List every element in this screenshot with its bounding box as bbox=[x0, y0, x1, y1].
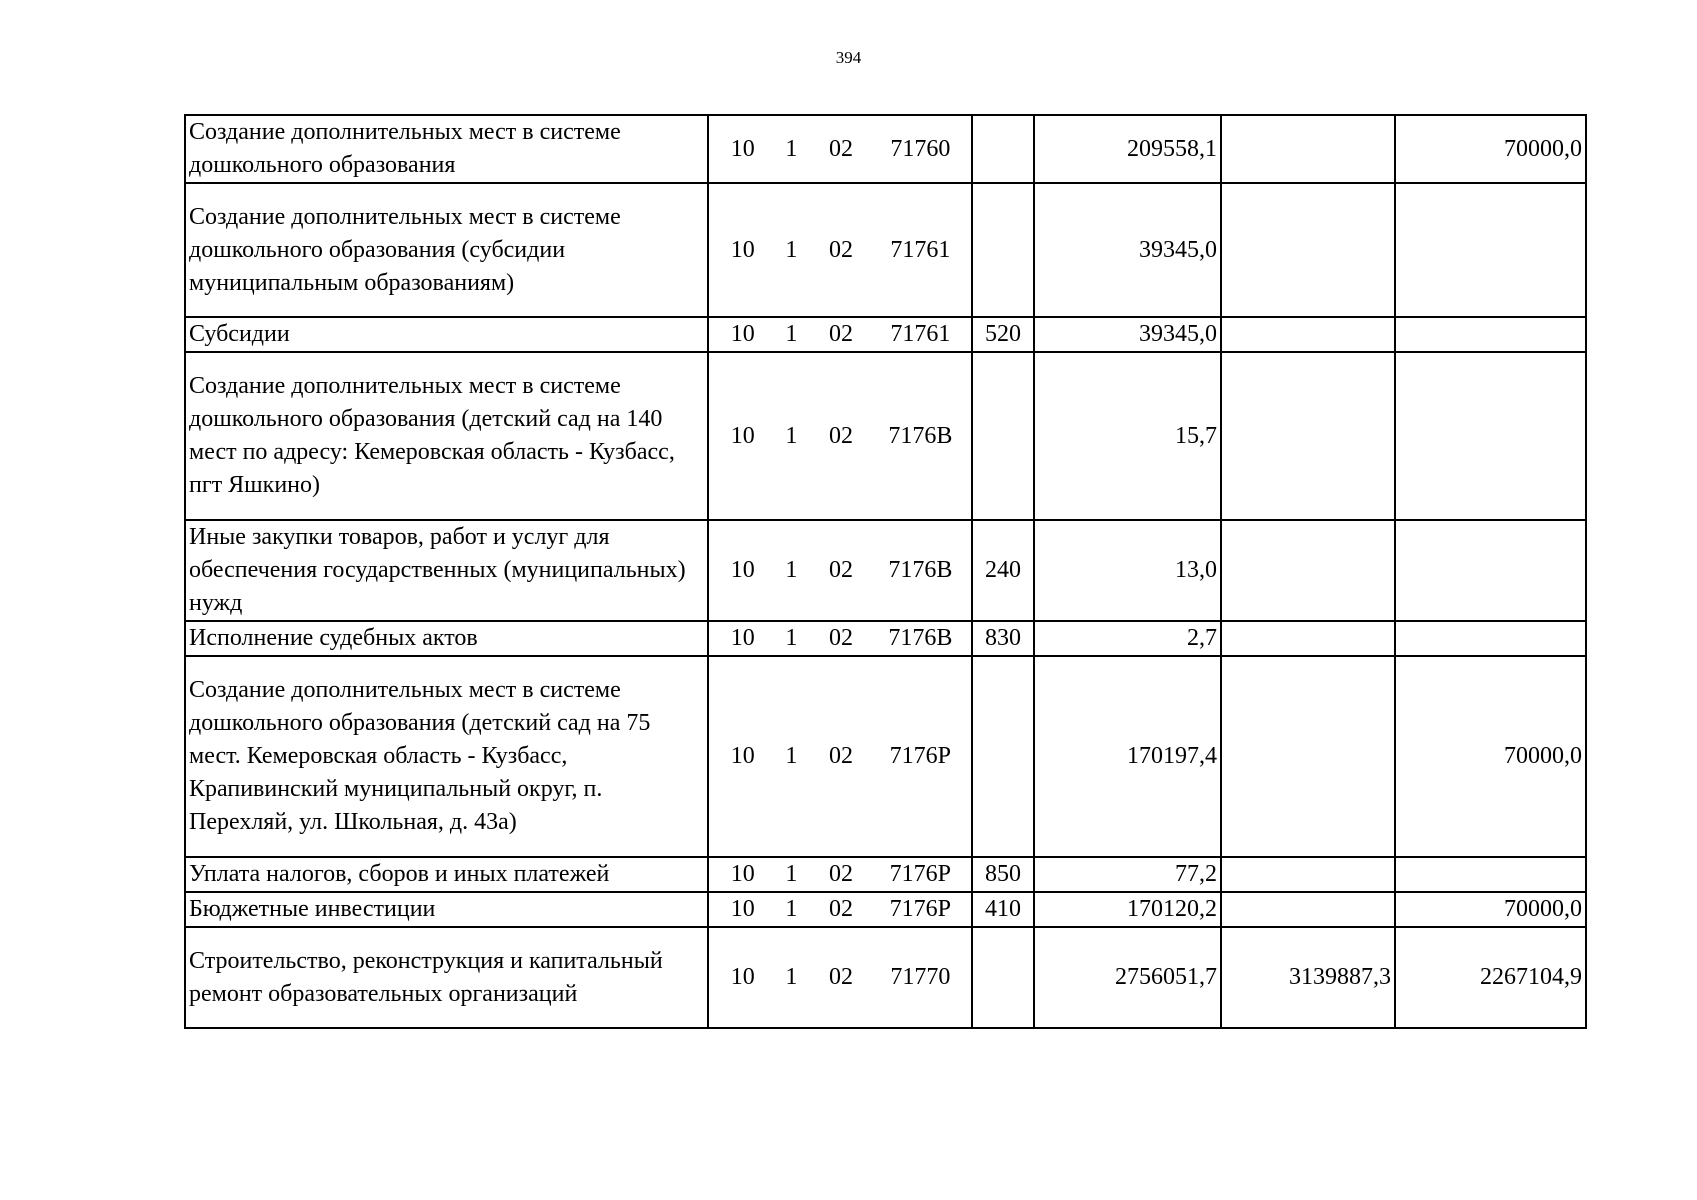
code-program: 1 bbox=[785, 896, 798, 922]
table-row bbox=[185, 520, 1586, 621]
code-direction: 7176Р bbox=[889, 861, 952, 887]
row-value-1: 2,7 bbox=[1034, 621, 1221, 656]
code-section: 10 bbox=[730, 625, 755, 651]
row-expense-type: 830 bbox=[972, 621, 1034, 656]
table-row bbox=[185, 892, 1586, 927]
row-value-2 bbox=[1221, 352, 1395, 520]
code-direction: 7176Р bbox=[889, 896, 952, 922]
code-direction: 71760 bbox=[890, 135, 951, 162]
code-subprogram: 02 bbox=[828, 321, 853, 347]
row-value-1: 39345,0 bbox=[1034, 183, 1221, 317]
table-row bbox=[185, 656, 1586, 857]
code-program: 1 bbox=[785, 557, 798, 583]
code-direction: 71770 bbox=[890, 964, 951, 990]
row-value-2 bbox=[1221, 892, 1395, 927]
code-section: 10 bbox=[730, 236, 755, 263]
row-name: Исполнение судебных актов bbox=[185, 621, 708, 656]
row-codes bbox=[708, 927, 972, 1028]
code-section: 10 bbox=[730, 422, 755, 449]
table-row bbox=[185, 115, 1586, 183]
row-value-2 bbox=[1221, 621, 1395, 656]
row-value-1: 2756051,7 bbox=[1034, 927, 1221, 1028]
code-section: 10 bbox=[730, 321, 755, 347]
code-section: 10 bbox=[730, 896, 755, 922]
row-value-1: 209558,1 bbox=[1034, 115, 1221, 183]
code-program: 1 bbox=[785, 964, 798, 990]
code-direction: 7176Р bbox=[889, 743, 952, 769]
table-row bbox=[185, 857, 1586, 892]
code-subprogram: 02 bbox=[828, 135, 853, 162]
row-codes bbox=[708, 656, 972, 857]
row-name: Создание дополнительных мест в системе дошкольного образования (субсидии муниципальным образованиям) bbox=[185, 183, 708, 317]
code-section: 10 bbox=[730, 964, 755, 990]
row-value-3 bbox=[1395, 621, 1586, 656]
row-expense-type bbox=[972, 656, 1034, 857]
code-program: 1 bbox=[785, 236, 798, 263]
code-program: 1 bbox=[785, 321, 798, 347]
row-expense-type bbox=[972, 115, 1034, 183]
code-subprogram: 02 bbox=[828, 625, 853, 651]
code-program: 1 bbox=[785, 625, 798, 651]
table-row bbox=[185, 183, 1586, 317]
row-codes bbox=[708, 317, 972, 352]
row-value-1: 170120,2 bbox=[1034, 892, 1221, 927]
table-row bbox=[185, 317, 1586, 352]
row-value-3: 70000,0 bbox=[1395, 656, 1586, 857]
row-name: Уплата налогов, сборов и иных платежей bbox=[185, 857, 708, 892]
row-name: Создание дополнительных мест в системе дошкольного образования bbox=[185, 115, 708, 183]
code-subprogram: 02 bbox=[828, 422, 853, 449]
row-value-3 bbox=[1395, 352, 1586, 520]
code-program: 1 bbox=[785, 135, 798, 162]
row-value-1: 13,0 bbox=[1034, 520, 1221, 621]
row-value-2: 3139887,3 bbox=[1221, 927, 1395, 1028]
row-value-3 bbox=[1395, 317, 1586, 352]
code-direction: 71761 bbox=[890, 321, 951, 347]
code-program: 1 bbox=[785, 422, 798, 449]
code-subprogram: 02 bbox=[828, 236, 853, 263]
row-value-3 bbox=[1395, 520, 1586, 621]
code-program: 1 bbox=[785, 861, 798, 887]
row-expense-type: 240 bbox=[972, 520, 1034, 621]
row-value-1: 15,7 bbox=[1034, 352, 1221, 520]
row-expense-type: 410 bbox=[972, 892, 1034, 927]
row-value-3: 70000,0 bbox=[1395, 115, 1586, 183]
row-value-2 bbox=[1221, 656, 1395, 857]
row-value-3 bbox=[1395, 183, 1586, 317]
row-value-3 bbox=[1395, 857, 1586, 892]
row-value-2 bbox=[1221, 520, 1395, 621]
code-direction: 71761 bbox=[890, 236, 951, 263]
row-value-3: 70000,0 bbox=[1395, 892, 1586, 927]
row-name: Иные закупки товаров, работ и услуг для обеспечения государственных (муниципальных) нужд bbox=[185, 520, 708, 621]
row-expense-type bbox=[972, 183, 1034, 317]
code-direction: 7176В bbox=[888, 422, 953, 449]
row-name: Субсидии bbox=[185, 317, 708, 352]
code-subprogram: 02 bbox=[828, 557, 853, 583]
row-name: Создание дополнительных мест в системе дошкольного образования (детский сад на 75 мест. Кемеровская область - Кузбасс, Крапивинский муниципальный округ, п. Перехляй, ул. Школьная, д. 43а) bbox=[185, 656, 708, 857]
code-section: 10 bbox=[730, 743, 755, 769]
table-row bbox=[185, 927, 1586, 1028]
row-name: Бюджетные инвестиции bbox=[185, 892, 708, 927]
row-codes bbox=[708, 857, 972, 892]
row-value-2 bbox=[1221, 857, 1395, 892]
row-expense-type: 520 bbox=[972, 317, 1034, 352]
table-row bbox=[185, 352, 1586, 520]
budget-table bbox=[184, 114, 1587, 1029]
row-value-2 bbox=[1221, 317, 1395, 352]
code-subprogram: 02 bbox=[828, 964, 853, 990]
row-value-2 bbox=[1221, 115, 1395, 183]
row-value-2 bbox=[1221, 183, 1395, 317]
row-value-1: 77,2 bbox=[1034, 857, 1221, 892]
code-program: 1 bbox=[785, 743, 798, 769]
code-subprogram: 02 bbox=[828, 743, 853, 769]
table-row bbox=[185, 621, 1586, 656]
code-subprogram: 02 bbox=[828, 896, 853, 922]
row-codes bbox=[708, 621, 972, 656]
row-codes bbox=[708, 892, 972, 927]
row-value-1: 39345,0 bbox=[1034, 317, 1221, 352]
code-subprogram: 02 bbox=[828, 861, 853, 887]
row-name: Создание дополнительных мест в системе дошкольного образования (детский сад на 140 мест по адресу: Кемеровская область - Кузбасс, пгт Яшкино) bbox=[185, 352, 708, 520]
code-direction: 7176В bbox=[888, 557, 953, 583]
row-value-3: 2267104,9 bbox=[1395, 927, 1586, 1028]
row-expense-type: 850 bbox=[972, 857, 1034, 892]
page-number: 394 bbox=[835, 48, 862, 67]
row-name: Строительство, реконструкция и капитальный ремонт образовательных организаций bbox=[185, 927, 708, 1028]
code-direction: 7176В bbox=[888, 625, 953, 651]
row-codes bbox=[708, 520, 972, 621]
row-value-1: 170197,4 bbox=[1034, 656, 1221, 857]
code-section: 10 bbox=[730, 861, 755, 887]
row-codes bbox=[708, 183, 972, 317]
row-codes bbox=[708, 115, 972, 183]
row-expense-type bbox=[972, 927, 1034, 1028]
row-codes bbox=[708, 352, 972, 520]
code-section: 10 bbox=[730, 557, 755, 583]
code-section: 10 bbox=[730, 135, 755, 162]
row-expense-type bbox=[972, 352, 1034, 520]
